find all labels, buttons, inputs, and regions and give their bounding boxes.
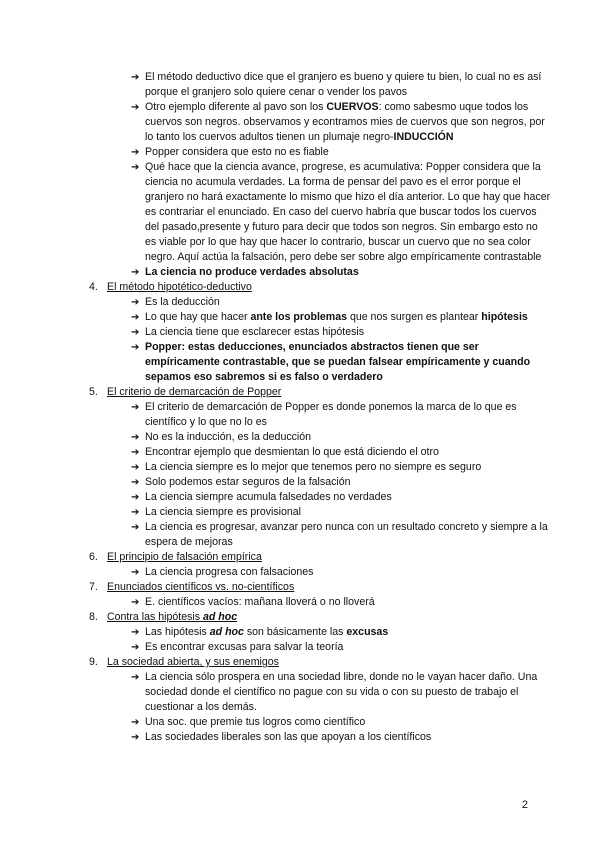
section-bullet-list <box>0 295 551 385</box>
text-run: Popper considera que esto no es fiable <box>145 146 329 158</box>
bullet-item <box>131 340 551 385</box>
section-7 <box>0 580 600 595</box>
text-run: El principio de falsación empírica <box>107 551 262 563</box>
bullet-item <box>131 100 551 145</box>
page-number: 2 <box>521 799 528 811</box>
bullet-item <box>131 475 551 490</box>
text-run: Es la deducción <box>145 296 220 308</box>
arrow-right-icon: ➔ <box>131 402 140 413</box>
text-run: La ciencia no produce verdades absolutas <box>145 266 359 278</box>
bullet-item <box>131 520 551 550</box>
bullet-item <box>131 145 551 160</box>
text-run: Solo podemos estar seguros de la falsación <box>145 476 351 488</box>
text-run: ad hoc <box>209 626 244 638</box>
bullet-item <box>131 595 551 610</box>
text-run <box>210 626 244 638</box>
section-heading <box>107 610 600 625</box>
text-run: CUERVOS <box>326 101 379 113</box>
text-run: La ciencia progresa con falsaciones <box>145 566 314 578</box>
section-bullet-list <box>0 595 551 610</box>
text-run: Las sociedades liberales son las que apoyan a los científicos <box>145 731 432 743</box>
text-run: El método hipotético-deductivo <box>107 281 252 293</box>
bullet-item <box>131 505 551 520</box>
bullet-item <box>131 490 551 505</box>
text-run: ad hoc <box>202 611 238 623</box>
section-bullet-list <box>0 625 551 655</box>
text-run: No es la inducción, es la deducción <box>145 431 312 443</box>
text-run: Qué hace que la ciencia avance, progrese, es acumulativa: Popper considera que la ciencia no acumula verdades. La forma de pensar del pavo es el error porque el granjero no hará exactamente lo mismo que hizo el día anterior. Lo que hay que hacer es contrariar el enunciado. En caso del cuervo habría que buscar todos los cuervos del pasado,presente y futuro para decir que todos son negros. Sin embargo esto no es viable por lo que hay que hacer lo contrario, buscar un cuervo que no sea color negro. Aquí actúa la falsación, pero debe ser sobre algo empíricamente contrastable <box>145 161 551 263</box>
section-number: 7. <box>89 581 98 593</box>
bullet-item <box>131 460 551 475</box>
text-run: La ciencia tiene que esclarecer estas hipótesis <box>145 326 365 338</box>
section-heading <box>107 385 600 400</box>
bullet-item <box>131 295 551 310</box>
arrow-right-icon: ➔ <box>131 297 140 308</box>
section-5 <box>0 385 600 400</box>
text-run: La ciencia siempre acumula falsedades no verdades <box>145 491 392 503</box>
arrow-right-icon: ➔ <box>131 627 140 638</box>
text-run: El método deductivo dice que el granjero es bueno y quiere tu bien, lo cual no es así porque el granjero solo quiere cenar o vender los pavos <box>145 71 542 98</box>
bullet-item <box>131 715 551 730</box>
bullet-item <box>131 730 551 745</box>
text-run: La ciencia siempre es provisional <box>145 506 302 518</box>
intro-bullet-list <box>0 70 551 280</box>
bullet-item <box>131 625 551 640</box>
text-run: que nos surgen es plantear <box>347 311 482 323</box>
text-run: hipótesis <box>481 311 528 323</box>
arrow-right-icon: ➔ <box>131 522 140 533</box>
section-number: 8. <box>89 611 98 623</box>
arrow-right-icon: ➔ <box>131 732 140 743</box>
numbered-sections <box>0 280 600 745</box>
arrow-right-icon: ➔ <box>131 492 140 503</box>
text-run: son básicamente las <box>243 626 347 638</box>
arrow-right-icon: ➔ <box>131 642 140 653</box>
arrow-right-icon: ➔ <box>131 597 140 608</box>
section-bullet-list <box>0 565 551 580</box>
text-run: La sociedad abierta, y sus enemigos <box>107 656 279 668</box>
section-6 <box>0 550 600 565</box>
text-run: Las hipótesis <box>145 626 210 638</box>
bullet-item <box>131 640 551 655</box>
bullet-item <box>131 565 551 580</box>
section-heading <box>107 550 600 565</box>
bullet-item <box>131 160 551 265</box>
section-heading <box>107 655 600 670</box>
arrow-right-icon: ➔ <box>131 267 140 278</box>
bullet-item <box>131 670 551 715</box>
text-run: Es encontrar excusas para salvar la teoría <box>145 641 344 653</box>
bullet-item <box>131 325 551 340</box>
text-run: Otro ejemplo diferente al pavo son los <box>145 101 327 113</box>
text-run: Contra las hipótesis <box>107 611 203 623</box>
section-8 <box>0 610 600 625</box>
text-run: Lo que hay que hacer <box>145 311 251 323</box>
section-bullet-list <box>0 670 551 745</box>
arrow-right-icon: ➔ <box>131 102 140 113</box>
text-run: Popper: estas deducciones, enunciados abstractos tienen que ser empíricamente contrastable, que se puedan falsear empíricamente y cuando sepamos eso sabremos si es falso o verdadero <box>145 341 531 383</box>
arrow-right-icon: ➔ <box>131 672 140 683</box>
section-number: 6. <box>89 551 98 563</box>
text-run: excusas <box>346 626 389 638</box>
bullet-item <box>131 430 551 445</box>
section-9 <box>0 655 600 670</box>
arrow-right-icon: ➔ <box>131 477 140 488</box>
section-bullet-list <box>0 400 551 550</box>
text-run: Enunciados científicos vs. no-científicos <box>107 581 295 593</box>
text-run: La ciencia siempre es lo mejor que tenemos pero no siempre es seguro <box>145 461 482 473</box>
bullet-item <box>131 265 551 280</box>
text-run <box>203 611 237 623</box>
text-run: La ciencia es progresar, avanzar pero nunca con un resultado concreto y siempre a la espera de mejoras <box>145 521 548 548</box>
text-run: INDUCCIÓN <box>393 131 454 143</box>
arrow-right-icon: ➔ <box>131 147 140 158</box>
arrow-right-icon: ➔ <box>131 432 140 443</box>
document-page <box>0 70 600 745</box>
text-run: E. científicos vacíos: mañana lloverá o no lloverá <box>145 596 375 608</box>
arrow-right-icon: ➔ <box>131 327 140 338</box>
text-run: El criterio de demarcación de Popper es donde ponemos la marca de lo que es científico y lo que no lo es <box>145 401 517 428</box>
arrow-right-icon: ➔ <box>131 462 140 473</box>
arrow-right-icon: ➔ <box>131 312 140 323</box>
text-run: La ciencia sólo prospera en una sociedad libre, donde no le vayan hacer daño. Una sociedad donde el científico no pague con su vida o con su puesto de trabajo el cuestionar a los demás. <box>145 671 538 713</box>
section-number: 5. <box>89 386 98 398</box>
text-run: Una soc. que premie tus logros como científico <box>145 716 366 728</box>
arrow-right-icon: ➔ <box>131 447 140 458</box>
text-run: ante los problemas <box>250 311 347 323</box>
arrow-right-icon: ➔ <box>131 342 140 353</box>
arrow-right-icon: ➔ <box>131 507 140 518</box>
arrow-right-icon: ➔ <box>131 162 140 173</box>
section-heading <box>107 280 600 295</box>
arrow-right-icon: ➔ <box>131 717 140 728</box>
section-number: 4. <box>89 281 98 293</box>
bullet-item <box>131 310 551 325</box>
bullet-item <box>131 70 551 100</box>
text-run: El criterio de demarcación de Popper <box>107 386 282 398</box>
section-heading <box>107 580 600 595</box>
bullet-item <box>131 445 551 460</box>
bullet-item <box>131 400 551 430</box>
section-number: 9. <box>89 656 98 668</box>
arrow-right-icon: ➔ <box>131 567 140 578</box>
text-run: Encontrar ejemplo que desmientan lo que está diciendo el otro <box>145 446 439 458</box>
section-4 <box>0 280 600 295</box>
text-run: : como sabesmo uque todos los cuervos son negros. observamos y econtramos mies de cuervos que son negros, por lo tanto los cuervos adultos tienen un plumaje negro- <box>145 101 545 143</box>
arrow-right-icon: ➔ <box>131 72 140 83</box>
